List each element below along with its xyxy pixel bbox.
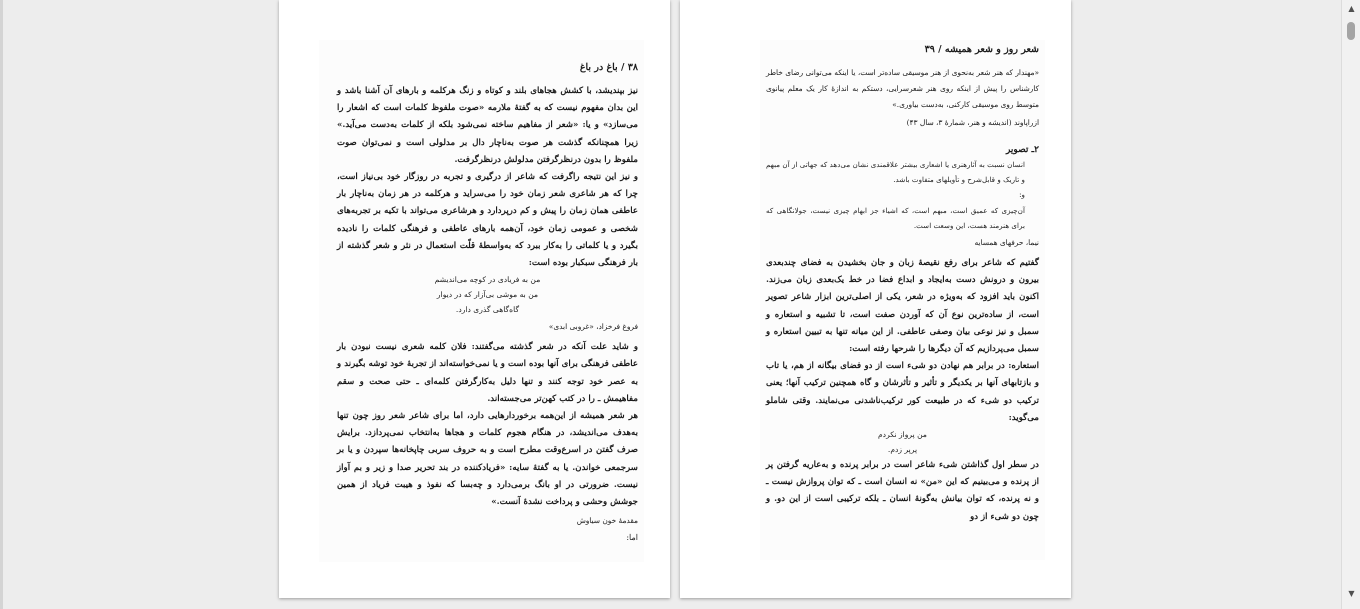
paragraph: و نیز این نتیجه راگرفت که شاعر از درگیری و تجربه در روزگار خود بی‌نیاز است، چرا که هر شاعری شعر زمان خود را می‌سراید و هرکلمه در هر زمان به‌ناچار بار عاطفی همان زمان را پیش و کم درپردارد و هرشاعری می‌تواند با تکیه بر تجربه‌های شخصی و عمومی زمان خود، آن‌همه بارهای عاطفی و فرهنگی کلمات را نادیده بگیرد و یا کلماتی را به‌کار ببرد که به‌واسطهٔ قلّت استعمال در نثر و شعر گذشته از بار فرهنگی سبکبار بوده است: [337, 172, 638, 269]
running-head-left: ۳۸ / باغ در باغ [579, 62, 638, 73]
scroll-thumb[interactable] [1347, 22, 1355, 40]
opening-citation: ازراپاوند (اندیشه و هنر، شمارهٔ ۳، سال ۴۳) [906, 118, 1039, 127]
running-head-right: شعر روز و شعر همیشه / ۳۹ [924, 44, 1039, 55]
verse-block [766, 427, 1039, 457]
paragraph: گفتیم که شاعر برای رفع نقیصهٔ زبان و جان بخشیدن به فضای چندبعدی بیرون و درونش دست به‌ایجاد و ابداع فضا در خط یک‌بعدی زبان می‌زند. اکنون باید افزود که به‌ویژه در شعر، یکی از اصلی‌ترین ابزار شاعر تصویر است، از ساده‌ترین نوع آن که آوردن صفت است، تا تشبیه و استعاره و سمبل و نیز نوعی بیان وصفی عاطفی. از این میانه تنها به تبیین استعاره و سمبل می‌پردازیم که آن دیگرها را شرحها رفته است: [766, 258, 1039, 355]
section-heading: ۲ـ تصویر [1005, 145, 1039, 155]
verse-line: پرپر زدم. [887, 445, 918, 455]
verse-block [337, 272, 638, 317]
opening-quote: «مهندار که هنر شعر به‌نحوی از هنر موسیقی ساده‌تر است، یا اینکه می‌توانی رضای خاطر کارشناس را پیش از اینکه روی هنر شعرسرایی، دستکم به اندازهٔ کار یک معلم پیانوی متوسط روی موسیقی کارکنی، به‌دست بیاوری.» [766, 68, 1039, 109]
page-39-scan [760, 40, 1045, 560]
verse-line: من به موشی بی‌آزار که در دیوار [436, 290, 539, 300]
paragraph-citation: مقدمهٔ خون سیاوش [576, 516, 638, 526]
vertical-scrollbar[interactable] [1341, 0, 1360, 609]
scroll-down-arrow-icon[interactable]: ▼ [1348, 588, 1355, 598]
page-39 [680, 0, 1071, 598]
quote-block: انسان نسبت به آثارهنری یا اشعاری بیشتر علاقمندی نشان می‌دهد که جهاتی از آن مبهم و تاریک و قابل‌شرح و تأویلهای متفاوت باشد. [766, 160, 1025, 185]
page-38 [279, 0, 670, 598]
quote-conjunction: و: [1019, 190, 1025, 200]
verse-citation: فروغ فرخزاد، «غروبی ابدی» [548, 322, 638, 332]
verse-line: من پرواز نکردم [877, 430, 927, 440]
verse-line: گاه‌گاهی گذری دارد. [455, 305, 520, 315]
scroll-up-arrow-icon[interactable]: ▲ [1348, 3, 1355, 13]
footer-word: اما: [626, 533, 638, 543]
paragraph: نیز بپندیشد، با کشش هجاهای بلند و کوتاه و زنگ هرکلمه و بارهای آن آشنا باشد و این بدان مفهوم نیست که به گفتهٔ ملارمه «صوت ملفوظ کلمات است که اشعار را می‌سازد» و یا: «شعر از مفاهیم ساخته نمی‌شود بلکه از کلمات به‌دست می‌آید.» زیرا همچنانکه گذشت هر صوت به‌ناچار دال بر مدلولی است و نمی‌توان صوت ملفوظ را بدون درنظرگرفتن مدلولش درنظرگرفت. [337, 86, 638, 165]
paragraph: هر شعر همیشه از این‌همه برخوردارهایی دارد، اما برای شاعر شعر روز چون تنها به‌هدف می‌اندیشد، در هنگام هجوم کلمات و هجاها به‌انتخاب نمی‌پردازد. برایش صرف گفتن در اسرع‌وقت مطرح است و به حروف سربی چاپخانه‌ها سپردن و یا بر سرجمعی خواندن. یا به گفتهٔ سایه: «فریادکننده در بند تحریر صدا و زیر و بم آواز نیست. ضرورتی در او بانگ برمی‌دارد و چه‌بسا که نفوذ و هیبت فریاد از همین جوشش وحشی و پرداخت نشدهٔ آنست.» [337, 411, 638, 508]
verse-line: من به فریادی در کوچه می‌اندیشم [434, 275, 541, 285]
page-38-scan [319, 40, 644, 562]
paragraph: در سطر اول گذاشتن شیء شاعر است در برابر پرنده و به‌عاریه گرفتن پر از پرنده و می‌بینیم که این «من» نه انسان است ـ که توان پروازش نیست ـ و نه پرنده، که توان بیانش به‌گونهٔ انسان ـ بلکه ترکیبی است از این دو. و چون دو شیء از دو [766, 460, 1039, 522]
quote-block: آن‌چیزی که عمیق است، مبهم است، که اشیاء جز ابهام چیزی نیست، جولانگاهی که برای هنرمند هست، این وسعت است. [766, 205, 1025, 230]
paragraph: و شاید علت آنکه در شعر گذشته می‌گفتند: فلان کلمه شعری نیست نبودن بار عاطفی فرهنگی برای آنها بوده است و یا نمی‌خواسته‌اند از تجربهٔ خود توشه بگیرند و به عصر خود توجه کنند و تنها دلیل به‌کارگرفتن کلمه‌ای ـ حتی صحت و سقم مفاهیمش ـ را در کتب کهن‌تر می‌جسته‌اند. [337, 342, 638, 404]
paragraph: استعاره: در برابر هم نهادن دو شیء است از دو فضای بیگانه از هم، یا تاب و بازتابهای آنها بر یکدیگر و تأثیر و تأثرشان و گاه همچنین ترکیب آنها؛ یعنی ترکیب دو شیء که در طبیعت کور ترکیب‌ناشدنی می‌نمایند. وقتی شاملو می‌گوید: [766, 361, 1039, 423]
quote-citation: نیما، حرفهای همسایه [974, 238, 1039, 248]
